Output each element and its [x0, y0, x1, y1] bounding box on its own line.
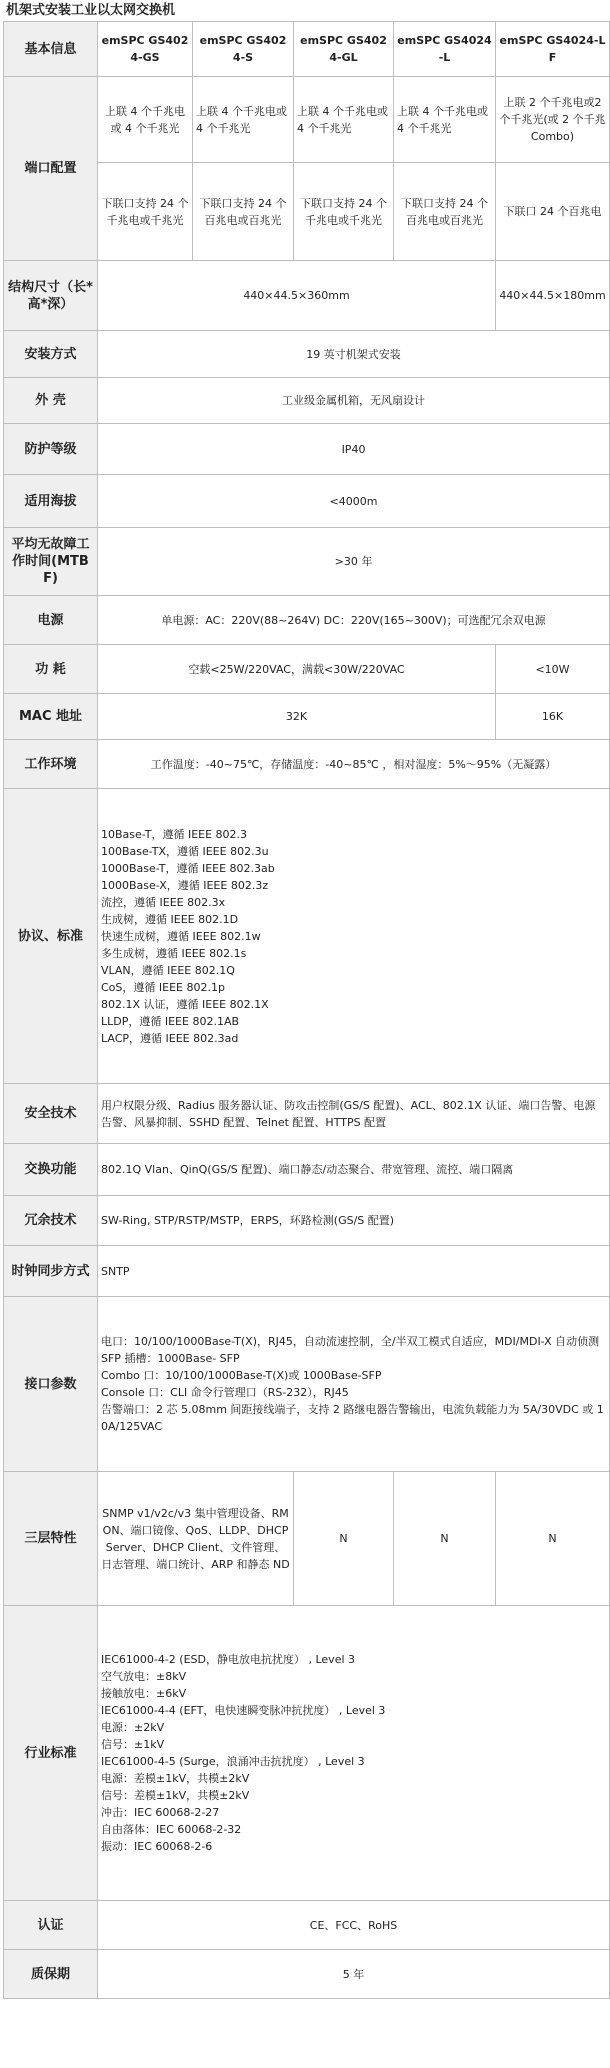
dimensions-value-lf: 440×44.5×180mm — [496, 261, 610, 331]
mounting-row — [4, 331, 610, 378]
industry-item: 自由落体：IEC 60068-2-32 — [101, 1823, 242, 1836]
protocol-item: 快速生成树，遵循 IEEE 802.1w — [101, 929, 261, 943]
industry-item: 信号：±1kV — [101, 1738, 165, 1751]
redundancy-label: 冗余技术 — [4, 1196, 98, 1246]
certification-value: CE、FCC、RoHS — [98, 1901, 610, 1950]
switching-label: 交换功能 — [4, 1144, 98, 1196]
port-uplink-row — [4, 77, 610, 163]
altitude-value: <4000m — [98, 475, 610, 528]
altitude-label: 适用海拔 — [4, 475, 98, 528]
interface-item: 告警端口：2 芯 5.08mm 间距接线端子，支持 2 路继电器告警输出，电流负载能力为 5A/30VDC 或 10A/125VAC — [101, 1403, 604, 1433]
industry-item: 信号：差模±1kV，共模±2kV — [101, 1789, 250, 1802]
interface-item: 电口：10/100/1000Base-T(X)，RJ45，自动流速控制，全/半双工模式自适应，MDI/MDI-X 自动侦测 — [101, 1335, 600, 1348]
dimensions-label: 结构尺寸（长*高*深） — [4, 261, 98, 331]
downlink-cell: 下联口支持 24 个百兆电或百兆光 — [193, 163, 294, 261]
warranty-value: 5 年 — [98, 1950, 610, 1999]
mac-value-lf: 16K — [496, 694, 610, 740]
warranty-label: 质保期 — [4, 1950, 98, 1999]
uplink-cell: 上联 4 个千兆电或 4 个千兆光 — [394, 77, 496, 163]
protocol-item: 多生成树，遵循 IEEE 802.1s — [101, 946, 247, 960]
layer3-na: N — [496, 1472, 610, 1606]
port-config-label: 端口配置 — [4, 77, 98, 261]
power-row — [4, 596, 610, 645]
clock-value: SNTP — [98, 1246, 610, 1297]
mac-row — [4, 694, 610, 740]
spec-table — [3, 21, 610, 1999]
downlink-cell: 下联口 24 个百兆电 — [496, 163, 610, 261]
industry-item: IEC61000-4-5 (Surge，浪涌冲击抗扰度） , Level 3 — [101, 1755, 365, 1768]
protection-row — [4, 424, 610, 475]
industry-item: 电源：差模±1kV，共模±2kV — [101, 1772, 250, 1785]
mounting-label: 安装方式 — [4, 331, 98, 378]
header-label: 基本信息 — [4, 22, 98, 77]
protocol-item: 1000Base-T，遵循 IEEE 802.3ab — [101, 861, 275, 875]
industry-item: 空气放电：±8kV — [101, 1670, 187, 1683]
dimensions-row — [4, 261, 610, 331]
warranty-row — [4, 1950, 610, 1999]
page-title: 机架式安装工业以太网交换机 — [6, 3, 176, 18]
interfaces-row — [4, 1297, 610, 1472]
model-gs4024-lf: emSPC GS4024-LF — [496, 22, 610, 77]
model-gs4024-l: emSPC GS4024-L — [394, 22, 496, 77]
protocol-item: VLAN，遵循 IEEE 802.1Q — [101, 963, 235, 977]
protocols-list — [98, 789, 610, 1084]
industry-item: IEC61000-4-2 (ESD，静电放电抗扰度） , Level 3 — [101, 1653, 356, 1666]
interface-item: SFP 插槽：1000Base- SFP — [101, 1352, 240, 1365]
security-value: 用户权限分级、Radius 服务器认证、防攻击控制(GS/S 配置)、ACL、802.1X 认证、端口告警、电源告警、风暴抑制、SSHD 配置、Telnet 配置、HTTPS 配置 — [98, 1084, 610, 1144]
appearance-value: 工业级金属机箱，无风扇设计 — [98, 378, 610, 424]
interface-item: Console 口：CLI 命令行管理口（RS-232），RJ45 — [101, 1386, 349, 1399]
header-row — [4, 22, 610, 77]
consumption-value-lf: <10W — [496, 645, 610, 694]
protocol-item: LLDP，遵循 IEEE 802.1AB — [101, 1014, 240, 1028]
altitude-row — [4, 475, 610, 528]
protection-value: IP40 — [98, 424, 610, 475]
uplink-cell: 上联 4 个千兆电或 4 个千兆光 — [98, 77, 193, 163]
layer3-na: N — [294, 1472, 394, 1606]
uplink-cell: 上联 4 个千兆电或 4 个千兆光 — [294, 77, 394, 163]
environment-row — [4, 740, 610, 789]
interfaces-list — [98, 1297, 610, 1472]
security-row — [4, 1084, 610, 1144]
clock-label: 时钟同步方式 — [4, 1246, 98, 1297]
mtbf-value: >30 年 — [98, 528, 610, 596]
appearance-label: 外 壳 — [4, 378, 98, 424]
protection-label: 防护等级 — [4, 424, 98, 475]
downlink-cell: 下联口支持 24 个千兆电或千兆光 — [98, 163, 193, 261]
appearance-row — [4, 378, 610, 424]
mounting-value: 19 英寸机架式安装 — [98, 331, 610, 378]
protocol-item: 802.1X 认证，遵循 IEEE 802.1X — [101, 997, 269, 1011]
switching-value: 802.1Q Vlan、QinQ(GS/S 配置)、端口静态/动态聚合、带宽管理、流控、端口隔离 — [98, 1144, 610, 1196]
layer3-na: N — [394, 1472, 496, 1606]
downlink-cell: 下联口支持 24 个百兆电或百兆光 — [394, 163, 496, 261]
dimensions-value: 440×44.5×360mm — [98, 261, 496, 331]
layer3-label: 三层特性 — [4, 1472, 98, 1606]
power-label: 电源 — [4, 596, 98, 645]
certification-row — [4, 1901, 610, 1950]
power-value: 单电源：AC：220V(88~264V) DC：220V(165~300V)；可选配冗余双电源 — [98, 596, 610, 645]
industry-item: 接触放电：±6kV — [101, 1687, 187, 1700]
industry-item: 电源：±2kV — [101, 1721, 165, 1734]
consumption-value: 空载<25W/220VAC，满载<30W/220VAC — [98, 645, 496, 694]
protocol-item: 10Base-T，遵循 IEEE 802.3 — [101, 827, 248, 841]
certification-label: 认证 — [4, 1901, 98, 1950]
security-label: 安全技术 — [4, 1084, 98, 1144]
redundancy-row — [4, 1196, 610, 1246]
consumption-label: 功 耗 — [4, 645, 98, 694]
downlink-cell: 下联口支持 24 个千兆电或千兆光 — [294, 163, 394, 261]
protocols-row — [4, 789, 610, 1084]
environment-label: 工作环境 — [4, 740, 98, 789]
protocol-item: CoS，遵循 IEEE 802.1p — [101, 980, 225, 994]
layer3-row — [4, 1472, 610, 1606]
consumption-row — [4, 645, 610, 694]
protocol-item: 1000Base-X，遵循 IEEE 802.3z — [101, 878, 269, 892]
clock-row — [4, 1246, 610, 1297]
protocol-item: LACP，遵循 IEEE 802.3ad — [101, 1031, 239, 1045]
industry-item: 振动：IEC 60068-2-6 — [101, 1840, 213, 1853]
mac-value: 32K — [98, 694, 496, 740]
industry-list — [98, 1606, 610, 1901]
protocol-item: 100Base-TX，遵循 IEEE 802.3u — [101, 844, 269, 858]
layer3-value: SNMP v1/v2c/v3 集中管理设备、RMON、端口镜像、QoS、LLDP、DHCP Server、DHCP Client、文件管理、日志管理、端口统计、ARP 和静态 ND — [98, 1472, 294, 1606]
protocol-item: 生成树，遵循 IEEE 802.1D — [101, 912, 239, 926]
protocol-item: 流控，遵循 IEEE 802.3x — [101, 895, 226, 909]
uplink-cell: 上联 4 个千兆电或 4 个千兆光 — [193, 77, 294, 163]
redundancy-value: SW-Ring, STP/RSTP/MSTP，ERPS，环路检测(GS/S 配置) — [98, 1196, 610, 1246]
industry-item: 冲击：IEC 60068-2-27 — [101, 1806, 220, 1819]
protocols-label: 协议、标准 — [4, 789, 98, 1084]
mtbf-label: 平均无故障工作时间(MTBF) — [4, 528, 98, 596]
model-gs4024-gs: emSPC GS4024-GS — [98, 22, 193, 77]
environment-value: 工作温度：-40~75℃，存储温度：-40~85℃ ，相对湿度：5%～95%（无凝露） — [98, 740, 610, 789]
industry-row — [4, 1606, 610, 1901]
mac-label: MAC 地址 — [4, 694, 98, 740]
industry-item: IEC61000-4-4 (EFT，电快速瞬变脉冲抗扰度） , Level 3 — [101, 1704, 386, 1717]
industry-label: 行业标准 — [4, 1606, 98, 1901]
model-gs4024-s: emSPC GS4024-S — [193, 22, 294, 77]
interfaces-label: 接口参数 — [4, 1297, 98, 1472]
model-gs4024-gl: emSPC GS4024-GL — [294, 22, 394, 77]
interface-item: Combo 口：10/100/1000Base-T(X)或 1000Base-SFP — [101, 1369, 382, 1382]
uplink-cell: 上联 2 个千兆电或2 个千兆光(或 2 个千兆 Combo) — [496, 77, 610, 163]
switching-row — [4, 1144, 610, 1196]
mtbf-row — [4, 528, 610, 596]
